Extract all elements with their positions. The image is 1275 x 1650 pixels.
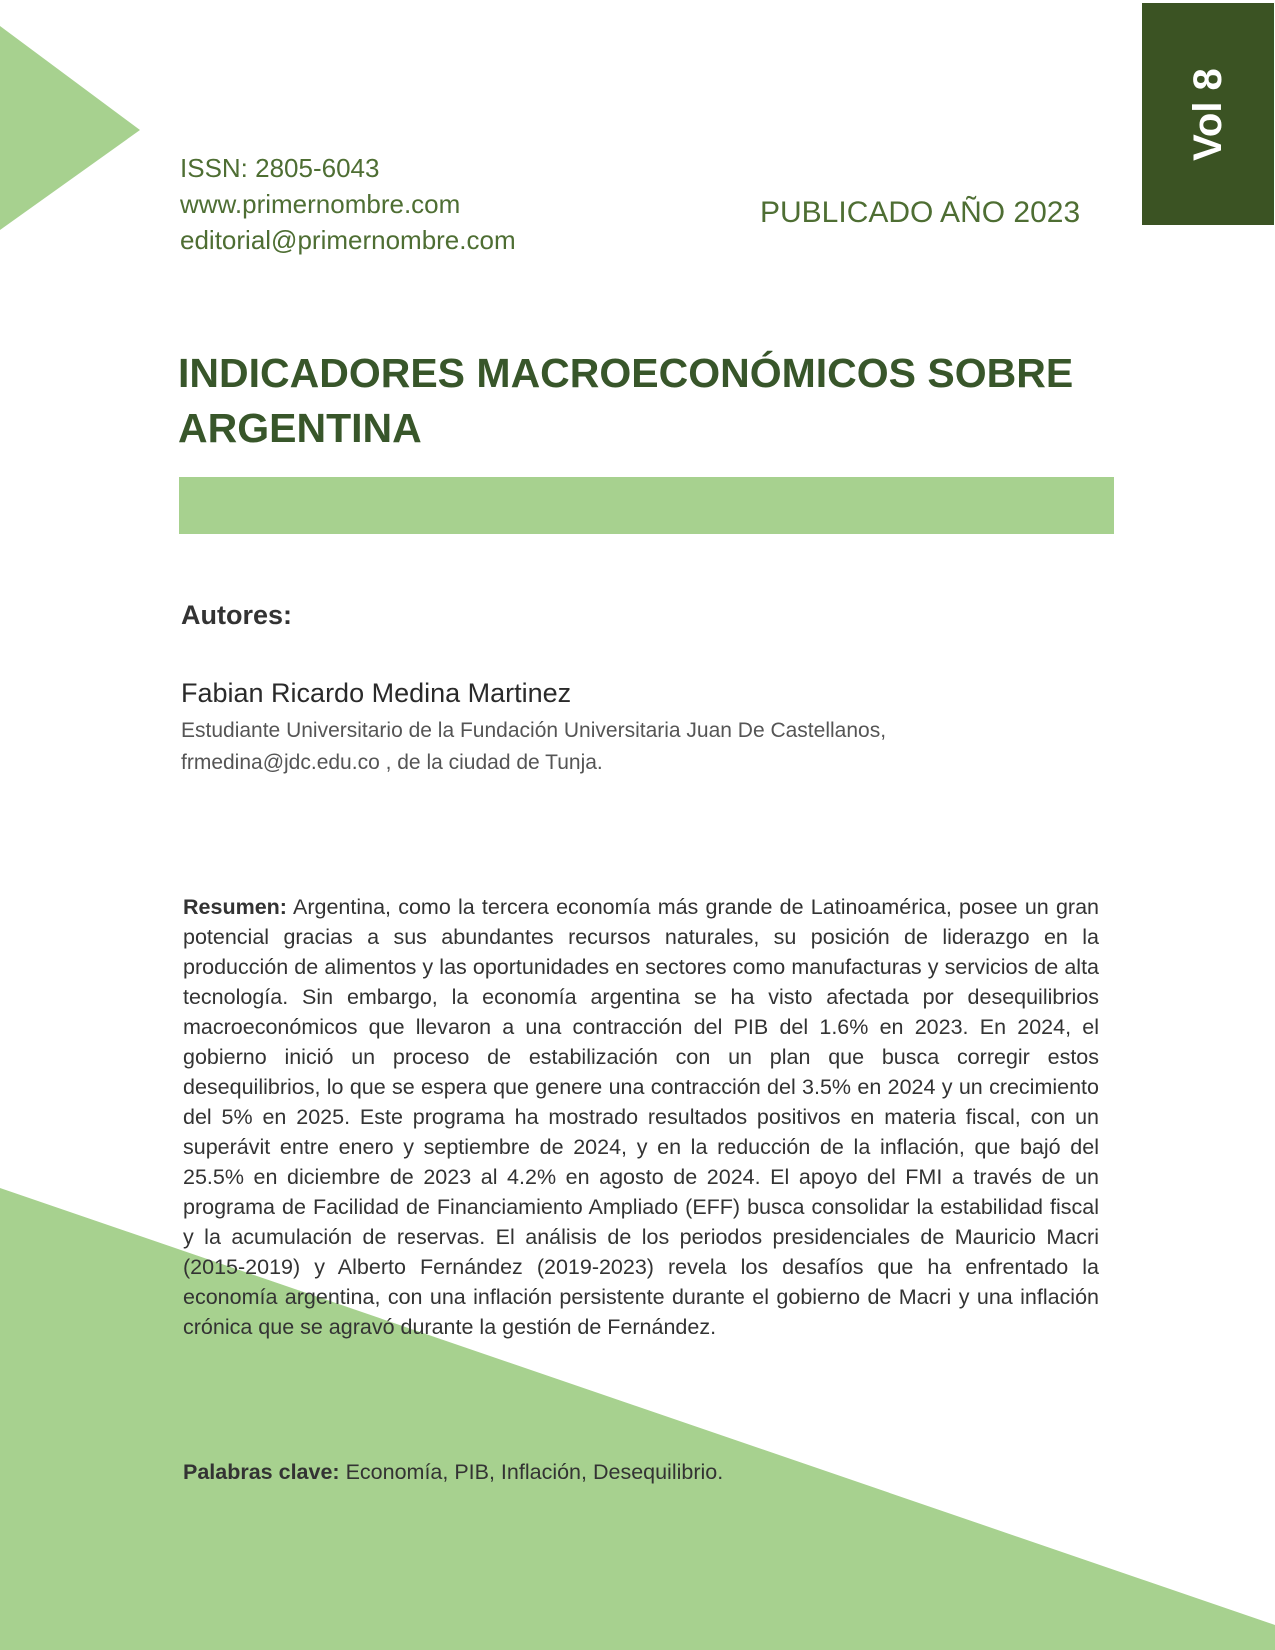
volume-badge xyxy=(1142,3,1274,225)
author-name: Fabian Ricardo Medina Martinez xyxy=(181,678,572,708)
volume-label: Vol 8 xyxy=(1185,67,1230,161)
top-left-triangle xyxy=(0,26,140,230)
journal-contact-info xyxy=(180,150,516,258)
abstract-label: Resumen: xyxy=(183,895,287,919)
keywords xyxy=(183,1460,723,1485)
author-affiliation xyxy=(181,715,1081,779)
issn: ISSN: 2805-6043 xyxy=(180,153,380,183)
keywords-label: Palabras clave: xyxy=(183,1460,340,1484)
affiliation-line: Estudiante Universitario de la Fundación Universitaria Juan De Castellanos, xyxy=(181,719,887,742)
keywords-text: Economía, PIB, Inflación, Desequilibrio. xyxy=(345,1460,724,1484)
paper-title: INDICADORES MACROECONÓMICOS SOBRE ARGENTINA xyxy=(178,350,1074,451)
publication-year: PUBLICADO AÑO 2023 xyxy=(760,196,1081,229)
abstract xyxy=(183,892,1099,1342)
abstract-text: Argentina, como la tercera economía más grande de Latinoamérica, posee un gran potencial gracias a sus abundantes recursos naturales, su posición de liderazgo en la producción de alimentos y las oportunidades en sectores como manufacturas y servicios de alta tecnología. Sin embargo, la economía argentina se ha visto afectada por desequilibrios macroeconómicos que llevaron a una contracción del PIB del 1.6% en 2023. En 2024, el gobierno inició un proceso de estabilización con un plan que busca corregir estos desequilibrios, lo que se espera que genere una contracción del 3.5% en 2024 y un crecimiento del 5% en 2025. Este programa ha mostrado resultados positivos en materia fiscal, con un superávit entre enero y septiembre de 2024, y en la reducción de la inflación, que bajó del 25.5% en diciembre de 2023 al 4.2% en agosto de 2024. El apoyo del FMI a través de un programa de Facilidad de Financiamiento Ampliado (EFF) busca consolidar la estabilidad fiscal y la acumulación de reservas. El análisis de los periodos presidenciales de Mauricio Macri (2015-2019) y Alberto Fernández (2019-2023) revela los desafíos que ha enfrentado la economía argentina, con una inflación persistente durante el gobierno de Macri y una inflación crónica que se agravó durante la gestión de Fernández. xyxy=(183,895,1099,1339)
affiliation-line: frmedina@jdc.edu.co , de la ciudad de Tunja. xyxy=(181,751,603,774)
editorial-email: editorial@primernombre.com xyxy=(180,225,516,255)
website-link: www.primernombre.com xyxy=(180,189,461,219)
title-divider-bar xyxy=(179,477,1114,534)
authors-heading: Autores: xyxy=(181,600,293,630)
